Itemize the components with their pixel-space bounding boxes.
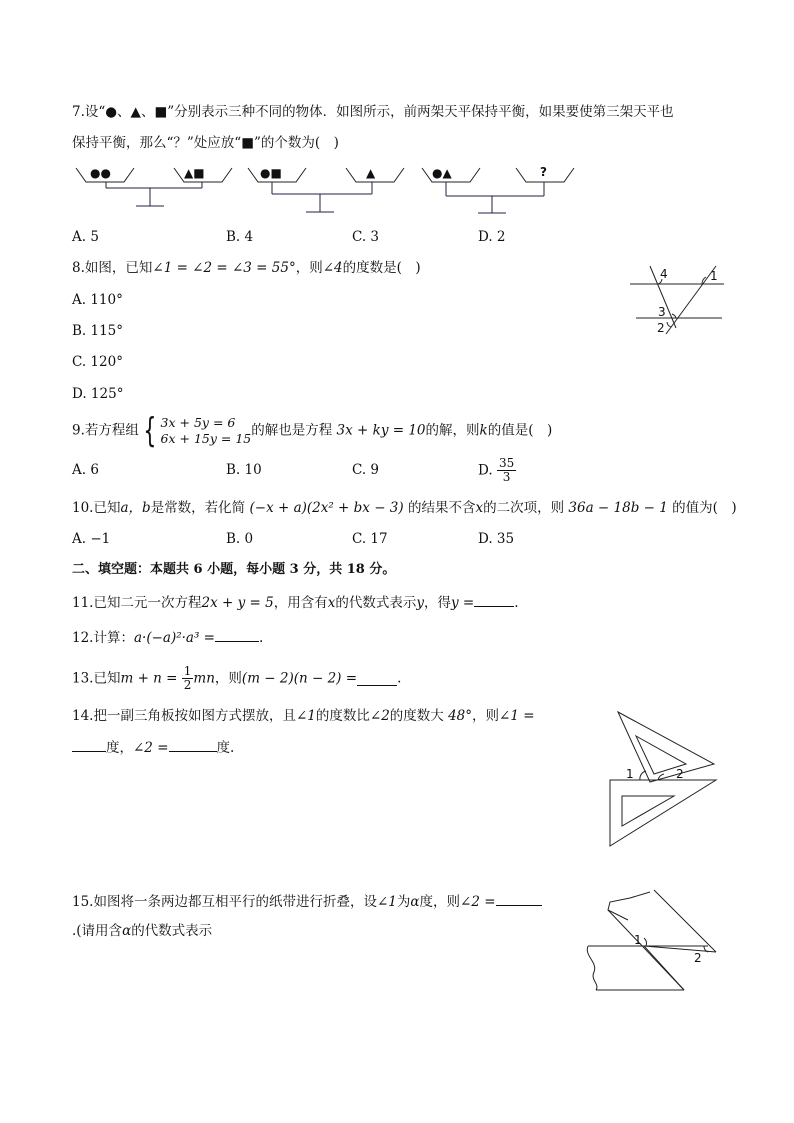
- q7-option-d[interactable]: D. 2: [478, 229, 506, 245]
- q14-line1: 14.把一副三角板按如图方式摆放，且∠1的度数比∠2的度数大 48°，则∠1 =: [72, 708, 535, 724]
- q15-label-1: 1: [634, 933, 642, 947]
- balance-scale-1: [72, 158, 232, 213]
- section-2-heading: 二、填空题：本题共 6 小题，每小题 3 分，共 18 分。: [72, 562, 396, 577]
- scale-2-left: ●■: [260, 166, 282, 180]
- scale-1-right: ▲■: [184, 166, 205, 180]
- q7-line1: 7.设“●、▲、■”分别表示三种不同的物体．如图所示，前两架天平保持平衡，如果要使第三架天平也: [72, 104, 674, 120]
- scale-2-right: ▲: [366, 166, 376, 180]
- q14-figure: [606, 708, 718, 850]
- q15-label-2: 2: [694, 951, 702, 965]
- q9-option-b[interactable]: B. 10: [226, 462, 262, 478]
- q8-option-d[interactable]: D. 125°: [72, 386, 124, 402]
- q8-label-1: 1: [710, 269, 718, 283]
- q8-option-a[interactable]: A. 110°: [72, 292, 123, 308]
- q11-stem: 11.已知二元一次方程2x + y = 5，用含有x的代数式表示y，得y = .: [72, 595, 519, 611]
- q14-line2: 度，∠2 = 度.: [72, 738, 234, 757]
- q15-line1: 15.如图将一条两边都互相平行的纸带进行折叠，设∠1为α度，则∠2 =: [72, 892, 542, 911]
- q10-option-a[interactable]: A. −1: [72, 531, 111, 547]
- q8-stem: 8.如图，已知∠1 = ∠2 = ∠3 = 55°，则∠4的度数是( ): [72, 260, 421, 276]
- scale-3-right: ?: [540, 165, 547, 179]
- q9-option-d[interactable]: D. $\frac{35}{3}$: [478, 456, 515, 484]
- q9-option-c[interactable]: C. 9: [352, 462, 380, 478]
- q8-label-2: 2: [657, 321, 665, 335]
- q11-answer-blank[interactable]: [474, 593, 514, 607]
- q14-label-1: 1: [626, 767, 634, 781]
- q14-answer-blank-1[interactable]: [72, 738, 106, 752]
- q9-option-a[interactable]: A. 6: [72, 462, 99, 478]
- q10-option-d[interactable]: D. 35: [478, 531, 515, 547]
- q15-answer-blank[interactable]: [496, 892, 542, 906]
- q12-answer-blank[interactable]: [215, 628, 259, 642]
- balance-scale-2: [244, 158, 404, 213]
- q8-label-3: 3: [658, 305, 666, 319]
- q8-figure: [630, 262, 726, 338]
- balance-scale-3: [418, 158, 578, 213]
- q7-option-b[interactable]: B. 4: [226, 229, 254, 245]
- q9-stem: 9.若方程组 { 3x + 5y = 6 6x + 15y = 15 的解也是方程 3x + ky = 10的解，则k的值是( ): [72, 410, 553, 451]
- q10-option-b[interactable]: B. 0: [226, 531, 254, 547]
- q14-label-2: 2: [676, 767, 684, 781]
- q8-label-4: 4: [660, 267, 668, 281]
- q12-stem: 12.计算：a·(−a)²·a³ = .: [72, 630, 264, 646]
- q7-line2: 保持平衡，那么“？”处应放“■”的个数为( ): [72, 135, 339, 151]
- q13-answer-blank[interactable]: [357, 672, 397, 686]
- scale-3-left: ●▲: [432, 166, 452, 180]
- q13-stem: 13.已知m + n = $\frac{1}{2}$ mn，则(m − 2)(n − 2) = .: [72, 664, 402, 692]
- q10-stem: 10.已知a，b是常数，若化简 (−x + a)(2x² + bx − 3) 的结果不含x的二次项，则 36a − 18b − 1 的值为( ): [72, 500, 737, 516]
- q7-option-a[interactable]: A. 5: [72, 229, 99, 245]
- q8-option-c[interactable]: C. 120°: [72, 354, 123, 370]
- q10-option-c[interactable]: C. 17: [352, 531, 388, 547]
- q7-option-c[interactable]: C. 3: [352, 229, 380, 245]
- scale-1-left: ●●: [90, 166, 111, 180]
- q15-line2: .(请用含α的代数式表示: [72, 923, 213, 939]
- q14-answer-blank-2[interactable]: [169, 738, 217, 752]
- q15-figure: [584, 880, 722, 1004]
- q8-option-b[interactable]: B. 115°: [72, 323, 124, 339]
